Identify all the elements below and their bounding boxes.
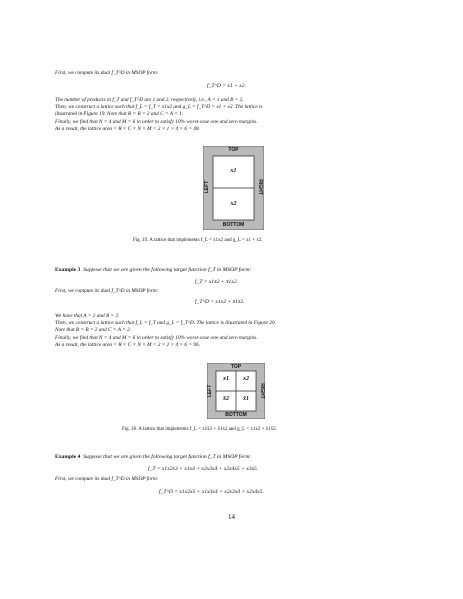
example3-line-2: First, we compute its dual f_T^D in MSOP form: (55, 288, 159, 294)
example3-line-8: As a result, the lattice area = R × C × N × M = 2 × 2 × 4 × 6 = 96. (55, 342, 200, 348)
figure-20-lattice (207, 363, 265, 419)
fig19-cell-x1: x1 (230, 168, 237, 174)
fig19-left-label: LEFT (204, 180, 210, 194)
example3-line-4: We have that A = 2 and B = 2. (55, 313, 120, 319)
fig20-cell-4: x̄1 (243, 396, 249, 402)
example3-text: Suppose that we are given the following target function f_T in MSOP form: (83, 267, 252, 273)
fig20-cell-2: x2 (243, 376, 249, 382)
example3-line-5: Then, we construct a lattice such that f_L = f_T and g_L = f_T^D. The lattice is illustrated in Figure 20. (55, 320, 276, 326)
fig19-bottom-label: BOTTOM (222, 222, 245, 228)
page-number: 14 (228, 513, 235, 521)
example4-label: Example 4 (55, 454, 81, 460)
example3-heading (55, 267, 251, 273)
fig19-cell-x2: x2 (230, 201, 237, 207)
example4-text: Suppose that we are given the following target function f_T in MSOP form: (83, 454, 252, 460)
fig20-bottom-label: BOTTOM (225, 412, 247, 418)
fig20-cell-1: x1 (223, 376, 229, 382)
example4-heading (55, 454, 251, 460)
example3-line-6: Note that R = B = 2 and C = A = 2. (55, 327, 132, 333)
fig19-caption: Fig. 19. A lattice that implements f_L = x1x2 and g_L = x1 + x2. (133, 238, 263, 243)
example4-line-2: First, we compute its dual f_T^D in MSOP form: (55, 476, 159, 482)
intro-line-4: Then, we construct a lattice such that f_L = f_T = x1x2 and g_L = f_T^D = x1 + x2. The lattice is (55, 104, 263, 110)
example3-ftd: f_T^D = x1x2 + x̄1x̄2. (195, 299, 245, 305)
example4-ft: f_T = x1x2x3 + x1x4 + x2x3x4 + x2x4x5 + x3x5. (148, 466, 259, 472)
intro-line-6: Finally, we find that N = 4 and M = 6 in order to satisfy 10% worst-case one and zero margins. (55, 119, 258, 125)
fig20-left-label: LEFT (207, 384, 213, 398)
fig20-cell-3: x̄2 (223, 396, 229, 402)
fig19-right-label: RIGHT (257, 179, 263, 195)
intro-equation: f_T^D = x1 + x2. (207, 83, 246, 89)
fig20-caption: Fig. 20. A lattice that implements f_L = x1x̄2 + x̄1x2 and g_L = x1x2 + x̄1x̄2. (122, 427, 277, 432)
example4-ftd: f_T^D = x1x2x5 + x1x3x4 + x2x3x4 + x2x4x5. (159, 489, 264, 495)
intro-line-3: The number of products in f_T and f_T^D are 1 and 2, respectively, i.e., A = 1 and B = 2. (55, 97, 244, 103)
fig20-top-label: TOP (230, 364, 242, 370)
example3-line-7: Finally, we find that N = 4 and M = 6 in order to satisfy 10% worst-case one and zero margins. (55, 335, 258, 341)
intro-line-1: First, we compute its dual f_T^D in MSOP form: (55, 70, 159, 76)
intro-line-7: As a result, the lattice area = R × C × N × M = 2 × 1 × 4 × 6 = 48. (55, 126, 200, 132)
figure-19-lattice (203, 146, 264, 230)
example3-ft: f_T = x1x̄2 + x̄1x2. (195, 279, 239, 285)
example3-label: Example 3 (55, 267, 81, 273)
intro-line-5: illustrated in Figure 19. Note that R = B = 2 and C = A = 1. (55, 111, 184, 117)
fig20-right-label: RIGHT (259, 383, 265, 399)
fig19-top-label: TOP (228, 147, 239, 153)
